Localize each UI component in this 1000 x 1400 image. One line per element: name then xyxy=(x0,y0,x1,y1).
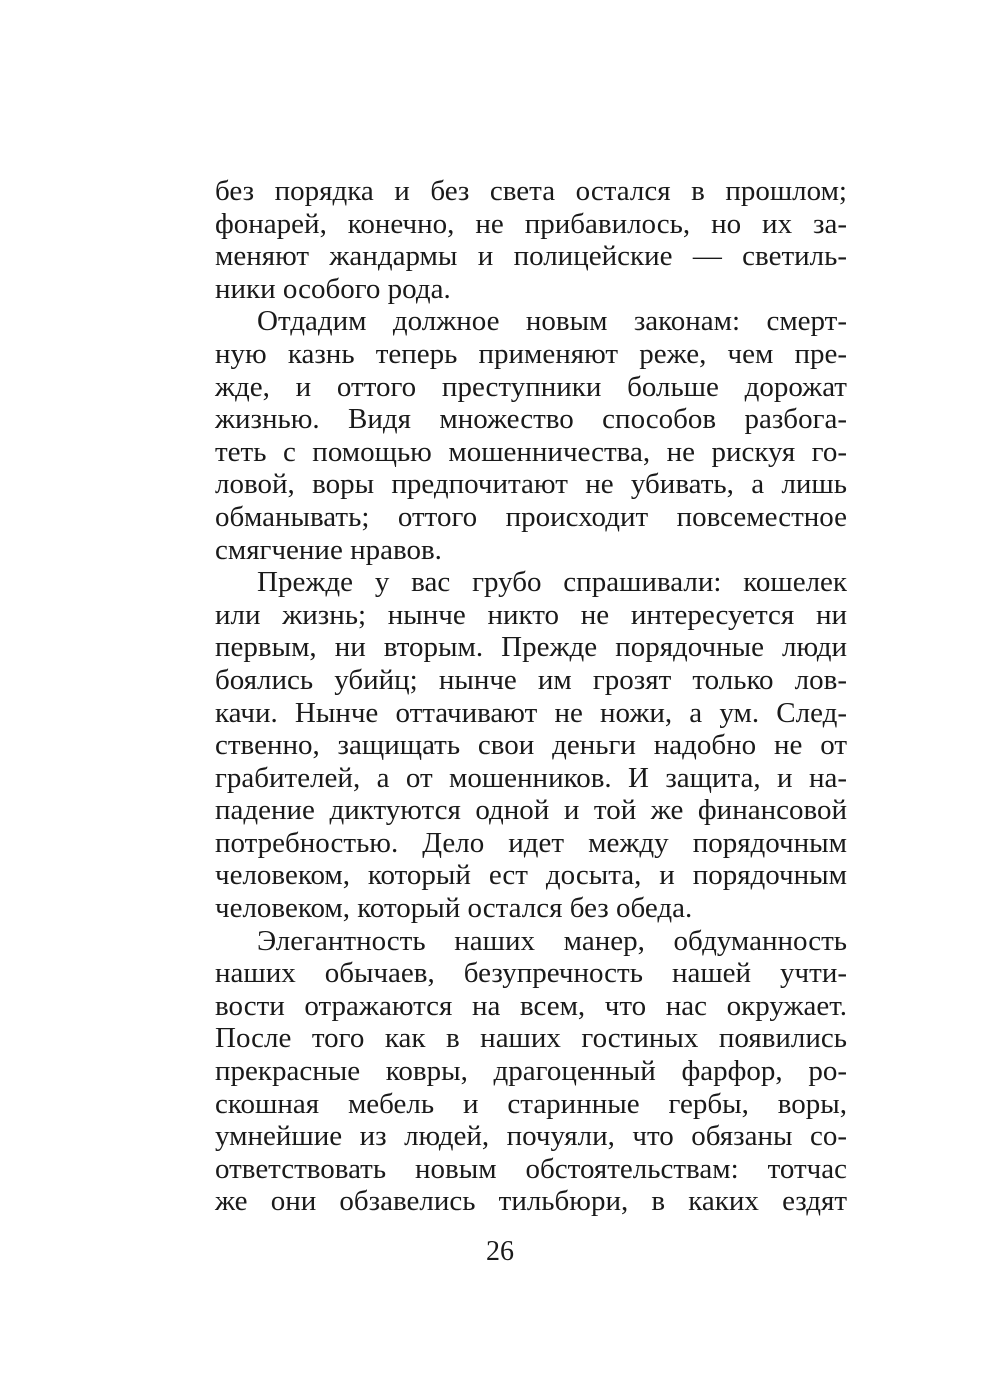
page-number: 26 xyxy=(486,1236,514,1267)
text-line: наших обычаев, безупречность нашей учти- xyxy=(215,957,847,990)
text-line: падение диктуются одной и той же финансовой xyxy=(215,794,847,827)
text-line: жде, и оттого преступники больше дорожат xyxy=(215,370,847,403)
text-line: Отдадим должное новым законам: смерт- xyxy=(257,305,847,338)
text-line: ответствовать новым обстоятельствам: тотчас xyxy=(215,1152,847,1185)
text-line: первым, ни вторым. Прежде порядочные люди xyxy=(215,631,847,664)
text-line: без порядка и без света остался в прошлом; xyxy=(215,175,847,207)
text-line: жизнью. Видя множество способов разбога- xyxy=(215,403,847,436)
text-line: вости отражаются на всем, что нас окружает. xyxy=(215,989,847,1022)
text-line: умнейшие из людей, почуяли, что обязаны со- xyxy=(215,1120,847,1153)
text-line: смягчение нравов. xyxy=(215,533,442,566)
text-line: Элегантность наших манер, обдуманность xyxy=(257,924,847,957)
text-line: человеком, который остался без обеда. xyxy=(215,892,693,925)
text-line: прекрасные ковры, драгоценный фарфор, ро- xyxy=(215,1055,847,1088)
text-line: После того как в наших гостиных появились xyxy=(215,1022,847,1055)
text-line: скошная мебель и старинные гербы, воры, xyxy=(215,1087,847,1120)
text-line: меняют жандармы и полицейские — светиль- xyxy=(215,240,847,273)
text-line: человеком, который ест досыта, и порядочным xyxy=(215,859,847,892)
text-line: ственно, защищать свои деньги надобно не от xyxy=(215,729,847,762)
text-line: Прежде у вас грубо спрашивали: кошелек xyxy=(257,566,847,599)
text-line: фонарей, конечно, не прибавилось, но их за- xyxy=(215,207,847,240)
text-line: теть с помощью мошенничества, не рискуя го- xyxy=(215,435,847,468)
text-line: ники особого рода. xyxy=(215,272,451,305)
text-line: обманывать; оттого происходит повсеместное xyxy=(215,500,847,533)
text-line: или жизнь; нынче никто не интересуется ни xyxy=(215,598,847,631)
text-line: потребностью. Дело идет между порядочным xyxy=(215,826,847,859)
text-line: качи. Нынче оттачивают не ножи, а ум. След- xyxy=(215,696,847,729)
text-line: ловой, воры предпочитают не убивать, а лишь xyxy=(215,468,847,501)
text-line: боялись убийц; нынче им грозят только лов- xyxy=(215,663,847,696)
text-line: ную казнь теперь применяют реже, чем пре- xyxy=(215,337,847,370)
text-line: грабителей, а от мошенников. И защита, и на- xyxy=(215,761,847,794)
body-text xyxy=(215,175,847,1218)
text-line: же они обзавелись тильбюри, в каких ездят xyxy=(215,1185,847,1218)
